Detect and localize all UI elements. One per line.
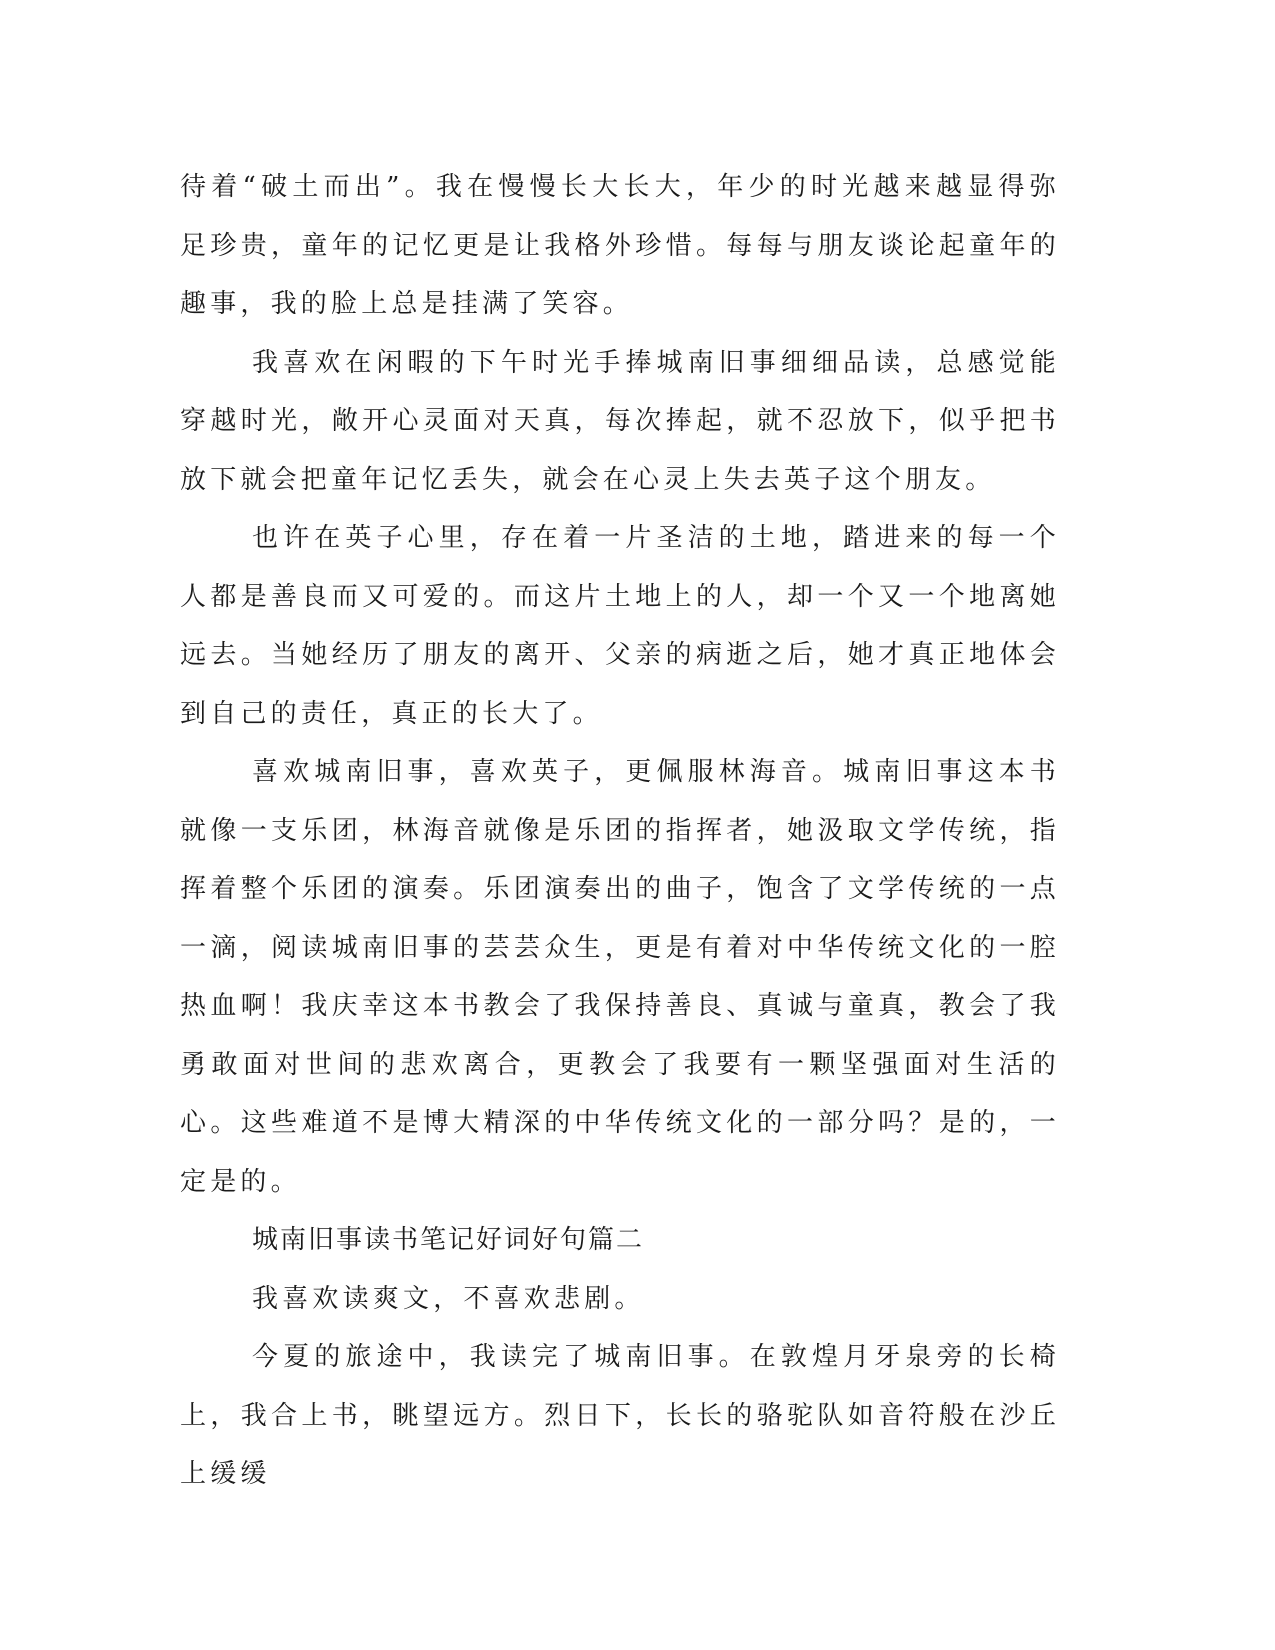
paragraph-6: 今夏的旅途中，我读完了城南旧事。在敦煌月牙泉旁的长椅上，我合上书，眺望远方。烈日下，长长的骆驼队如音符般在沙丘上缓缓 bbox=[180, 1342, 1060, 1489]
document-page bbox=[180, 158, 1060, 1504]
section-title: 城南旧事读书笔记好词好句篇二 bbox=[252, 1225, 645, 1255]
paragraph-1: 待着“破土而出”。我在慢慢长大长大，年少的时光越来越显得弥足珍贵，童年的记忆更是让我格外珍惜。每每与朋友谈论起童年的趣事，我的脸上总是挂满了笑容。 bbox=[180, 172, 1060, 319]
paragraph-4: 喜欢城南旧事，喜欢英子，更佩服林海音。城南旧事这本书就像一支乐团，林海音就像是乐团的指挥者，她汲取文学传统，指挥着整个乐团的演奏。乐团演奏出的曲子，饱含了文学传统的一点一滴，阅读城南旧事的芸芸众生，更是有着对中华传统文化的一腔热血啊！我庆幸这本书教会了我保持善良、真诚与童真，教会了我勇敢面对世间的悲欢离合，更教会了我要有一颗坚强面对生活的心。这些难道不是博大精深的中华传统文化的一部分吗？是的，一定是的。 bbox=[180, 757, 1060, 1197]
paragraph-2: 我喜欢在闲暇的下午时光手捧城南旧事细细品读，总感觉能穿越时光，敞开心灵面对天真，每次捧起，就不忍放下，似乎把书放下就会把童年记忆丢失，就会在心灵上失去英子这个朋友。 bbox=[180, 347, 1060, 495]
paragraph-3: 也许在英子心里，存在着一片圣洁的土地，踏进来的每一个人都是善良而又可爱的。而这片土地上的人，却一个又一个地离她远去。当她经历了朋友的离开、父亲的病逝之后，她才真正地体会到自己的责任，真正的长大了。 bbox=[180, 523, 1060, 729]
paragraph-5: 我喜欢读爽文，不喜欢悲剧。 bbox=[252, 1283, 645, 1314]
